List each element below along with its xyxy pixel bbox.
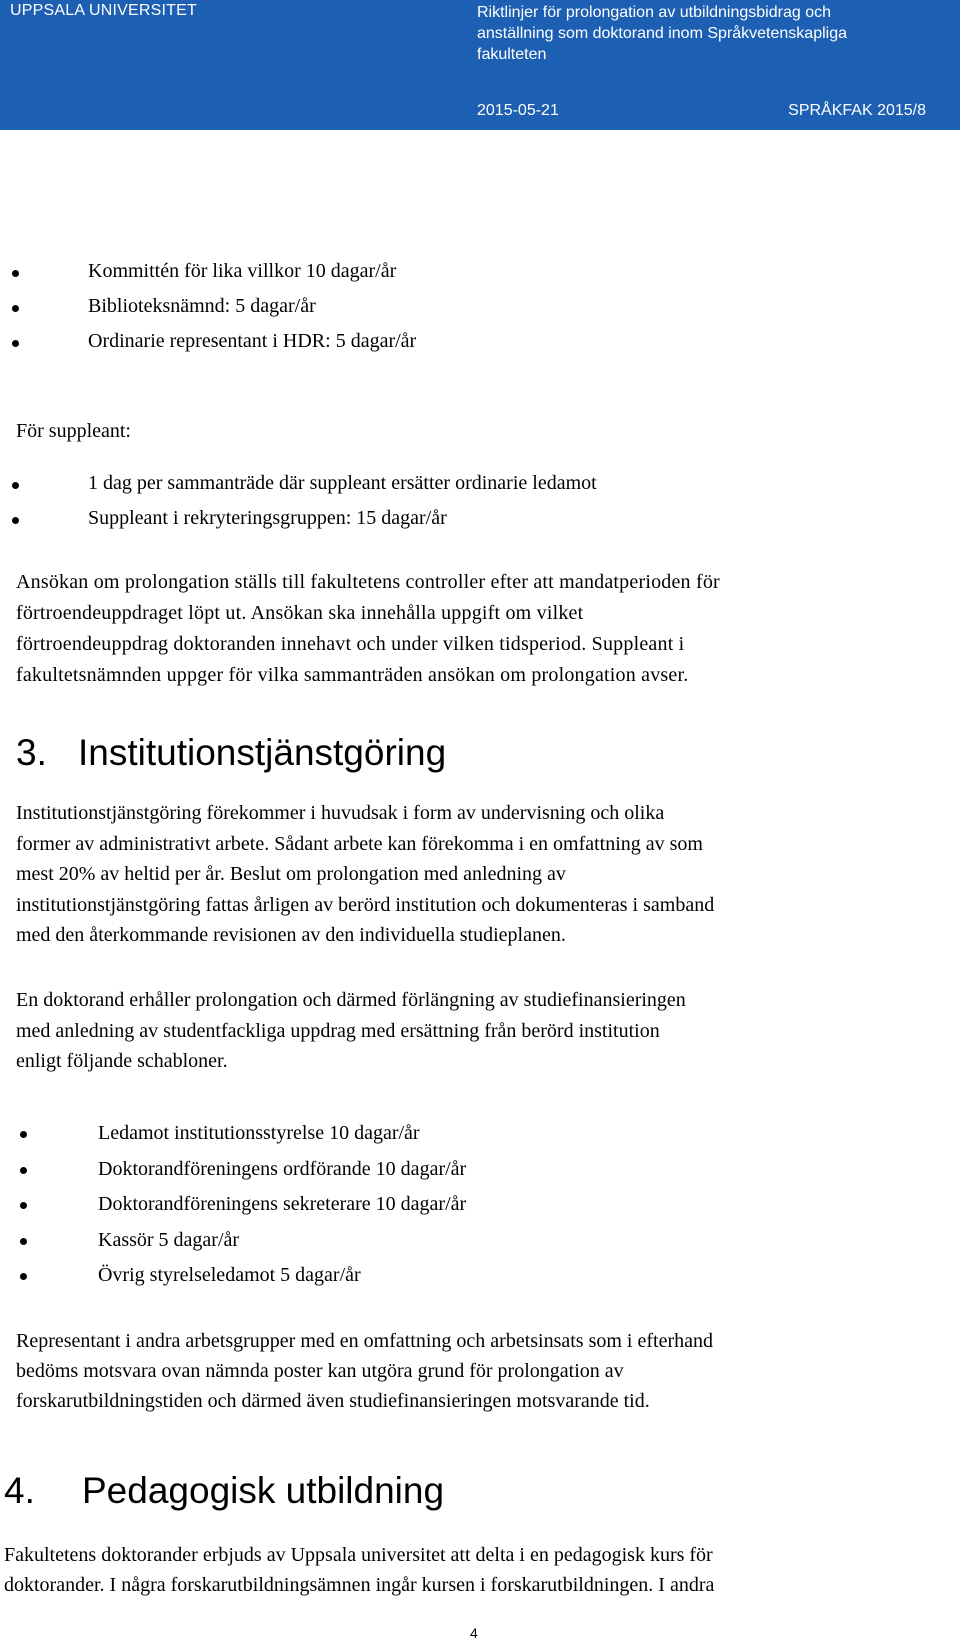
paragraph-line: En doktorand erhåller prolongation och därmed förlängning av studiefinansieringen bbox=[16, 989, 686, 1011]
paragraph-line: förtroendeuppdraget löpt ut. Ansökan ska innehålla uppgift om vilket bbox=[16, 602, 584, 624]
paragraph-line: Fakultetens doktorander erbjuds av Uppsala universitet att delta i en pedagogisk kurs för bbox=[4, 1544, 713, 1566]
paragraph-line: mest 20% av heltid per år. Beslut om prolongation med anledning av bbox=[16, 863, 566, 885]
doc-title-line: Riktlinjer för prolongation av utbildningsbidrag och bbox=[477, 4, 831, 21]
list-item: Övrig styrelseledamot 5 dagar/år bbox=[98, 1258, 466, 1294]
section-title: Institutionstjänstgöring bbox=[78, 732, 447, 773]
list-item: Doktorandföreningens ordförande 10 dagar/år bbox=[98, 1152, 466, 1188]
section-number: 3. bbox=[16, 732, 47, 773]
list-item: Kommittén för lika villkor 10 dagar/år bbox=[88, 254, 416, 289]
suppleant-list bbox=[88, 466, 597, 536]
list-item: Ordinarie representant i HDR: 5 dagar/år bbox=[88, 324, 416, 359]
section-3-heading bbox=[16, 732, 446, 774]
paragraph-line: Representant i andra arbetsgrupper med en omfattning och arbetsinsats som i efterhand bbox=[16, 1330, 713, 1352]
paragraph-line: former av administrativt arbete. Sådant arbete kan förekomma i en omfattning av som bbox=[16, 832, 703, 855]
page-number: 4 bbox=[470, 1625, 478, 1641]
suppleant-heading: För suppleant: bbox=[16, 420, 131, 442]
section-title: Pedagogisk utbildning bbox=[82, 1470, 445, 1511]
paragraph-line: institutionstjänstgöring fattas årligen av berörd institution och dokumenteras i samband bbox=[16, 893, 715, 916]
ansokan-paragraph bbox=[16, 567, 720, 691]
paragraph-line: med den återkommande revisionen av den individuella studieplanen. bbox=[16, 924, 566, 946]
doc-reference: SPRÅKFAK 2015/8 bbox=[788, 102, 926, 119]
pedagogisk-paragraph bbox=[4, 1540, 714, 1600]
section-number: 4. bbox=[4, 1470, 35, 1511]
list-item: Doktorandföreningens sekreterare 10 dagar/år bbox=[98, 1187, 466, 1223]
institution-paragraph bbox=[16, 798, 714, 951]
paragraph-line: enligt följande schabloner. bbox=[16, 1050, 228, 1072]
ordinarie-list bbox=[88, 254, 416, 359]
list-item: 1 dag per sammanträde där suppleant ersätter ordinarie ledamot bbox=[88, 466, 597, 501]
schabloner-list bbox=[98, 1116, 466, 1294]
paragraph-line: Ansökan om prolongation ställs till fakultetens controller efter att mandatperioden för bbox=[16, 571, 720, 593]
doc-date: 2015-05-21 bbox=[477, 102, 559, 119]
doc-title bbox=[477, 2, 947, 65]
doc-title-line: fakulteten bbox=[477, 46, 547, 63]
list-item: Biblioteksnämnd: 5 dagar/år bbox=[88, 289, 416, 324]
list-item: Ledamot institutionsstyrelse 10 dagar/år bbox=[98, 1116, 466, 1152]
paragraph-line: forskarutbildningstiden och därmed även studiefinansieringen motsvarande tid. bbox=[16, 1390, 650, 1412]
paragraph-line: fakultetsnämnden uppger för vilka sammanträden ansökan om prolongation avser. bbox=[16, 664, 689, 686]
header-band bbox=[0, 0, 960, 130]
list-item: Kassör 5 dagar/år bbox=[98, 1223, 466, 1259]
doktorand-paragraph bbox=[16, 985, 686, 1077]
paragraph-line: med anledning av studentfackliga uppdrag med ersättning från berörd institution bbox=[16, 1019, 660, 1042]
section-4-heading bbox=[4, 1470, 444, 1512]
list-item: Suppleant i rekryteringsgruppen: 15 dagar/år bbox=[88, 501, 597, 536]
doc-title-line: anställning som doktorand inom Språkvetenskapliga bbox=[477, 25, 847, 42]
paragraph-line: bedöms motsvara ovan nämnda poster kan utgöra grund för prolongation av bbox=[16, 1360, 624, 1382]
paragraph-line: förtroendeuppdrag doktoranden innehavt och under vilken tidsperiod. Suppleant i bbox=[16, 633, 685, 655]
paragraph-line: doktorander. I några forskarutbildningsämnen ingår kursen i forskarutbildningen. I andra bbox=[4, 1574, 715, 1596]
representant-paragraph bbox=[16, 1326, 713, 1416]
paragraph-line: Institutionstjänstgöring förekommer i huvudsak i form av undervisning och olika bbox=[16, 802, 665, 824]
org-name: UPPSALA UNIVERSITET bbox=[10, 2, 197, 19]
